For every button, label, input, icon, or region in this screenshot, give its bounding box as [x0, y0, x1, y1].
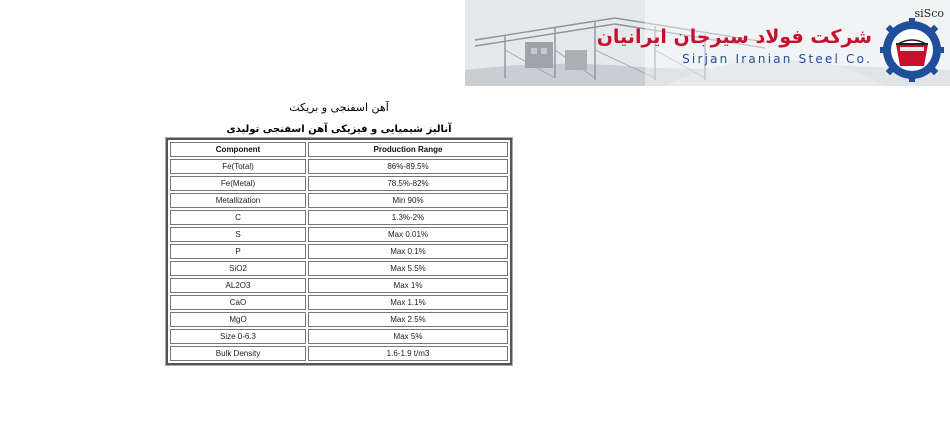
- range-cell: Max 5.5%: [308, 261, 508, 276]
- component-cell: SiO2: [170, 261, 306, 276]
- range-cell: Max 0.1%: [308, 244, 508, 259]
- range-cell: Max 2.5%: [308, 312, 508, 327]
- company-name-fa: شركت فولاد سيرجان ايرانيان: [596, 26, 872, 48]
- range-cell: 78.5%-82%: [308, 176, 508, 191]
- table-row: [170, 210, 508, 225]
- component-cell: P: [170, 244, 306, 259]
- range-cell: Max 1%: [308, 278, 508, 293]
- component-cell: C: [170, 210, 306, 225]
- table-row: [170, 278, 508, 293]
- company-name-en: Sirjan Iranian Steel Co.: [682, 52, 872, 66]
- table-row: [170, 295, 508, 310]
- header-banner: [465, 0, 950, 86]
- component-cell: Metallization: [170, 193, 306, 208]
- component-cell: Bulk Density: [170, 346, 306, 361]
- table-row: [170, 261, 508, 276]
- table-row: [170, 312, 508, 327]
- range-cell: Max 1.1%: [308, 295, 508, 310]
- range-cell: Max 0.01%: [308, 227, 508, 242]
- component-cell: Fe(Total): [170, 159, 306, 174]
- table-row: [170, 329, 508, 344]
- table-header-row: [170, 142, 508, 157]
- range-cell: 1.3%-2%: [308, 210, 508, 225]
- table-row: [170, 176, 508, 191]
- table-row: [170, 159, 508, 174]
- range-cell: Min 90%: [308, 193, 508, 208]
- component-cell: Size 0-6.3: [170, 329, 306, 344]
- table-row: [170, 244, 508, 259]
- component-cell: MgO: [170, 312, 306, 327]
- component-cell: Fe(Metal): [170, 176, 306, 191]
- table-row: [170, 193, 508, 208]
- page-title: آهن اسفنجی و بریکت: [289, 101, 389, 114]
- table-caption: آنالیز شیمیایی و فیزیکی آهن اسفنجی تولیدی: [226, 124, 452, 135]
- component-cell: AL2O3: [170, 278, 306, 293]
- table-row: [170, 346, 508, 361]
- logo-text: siSco: [914, 7, 944, 20]
- range-cell: 86%-89.5%: [308, 159, 508, 174]
- table-row: [170, 227, 508, 242]
- component-cell: CaO: [170, 295, 306, 310]
- component-cell: S: [170, 227, 306, 242]
- range-cell: Max 5%: [308, 329, 508, 344]
- column-header-component: Component: [170, 142, 306, 157]
- range-cell: 1.6-1.9 t/m3: [308, 346, 508, 361]
- column-header-production-range: Production Range: [308, 142, 508, 157]
- production-spec-table: [166, 138, 512, 365]
